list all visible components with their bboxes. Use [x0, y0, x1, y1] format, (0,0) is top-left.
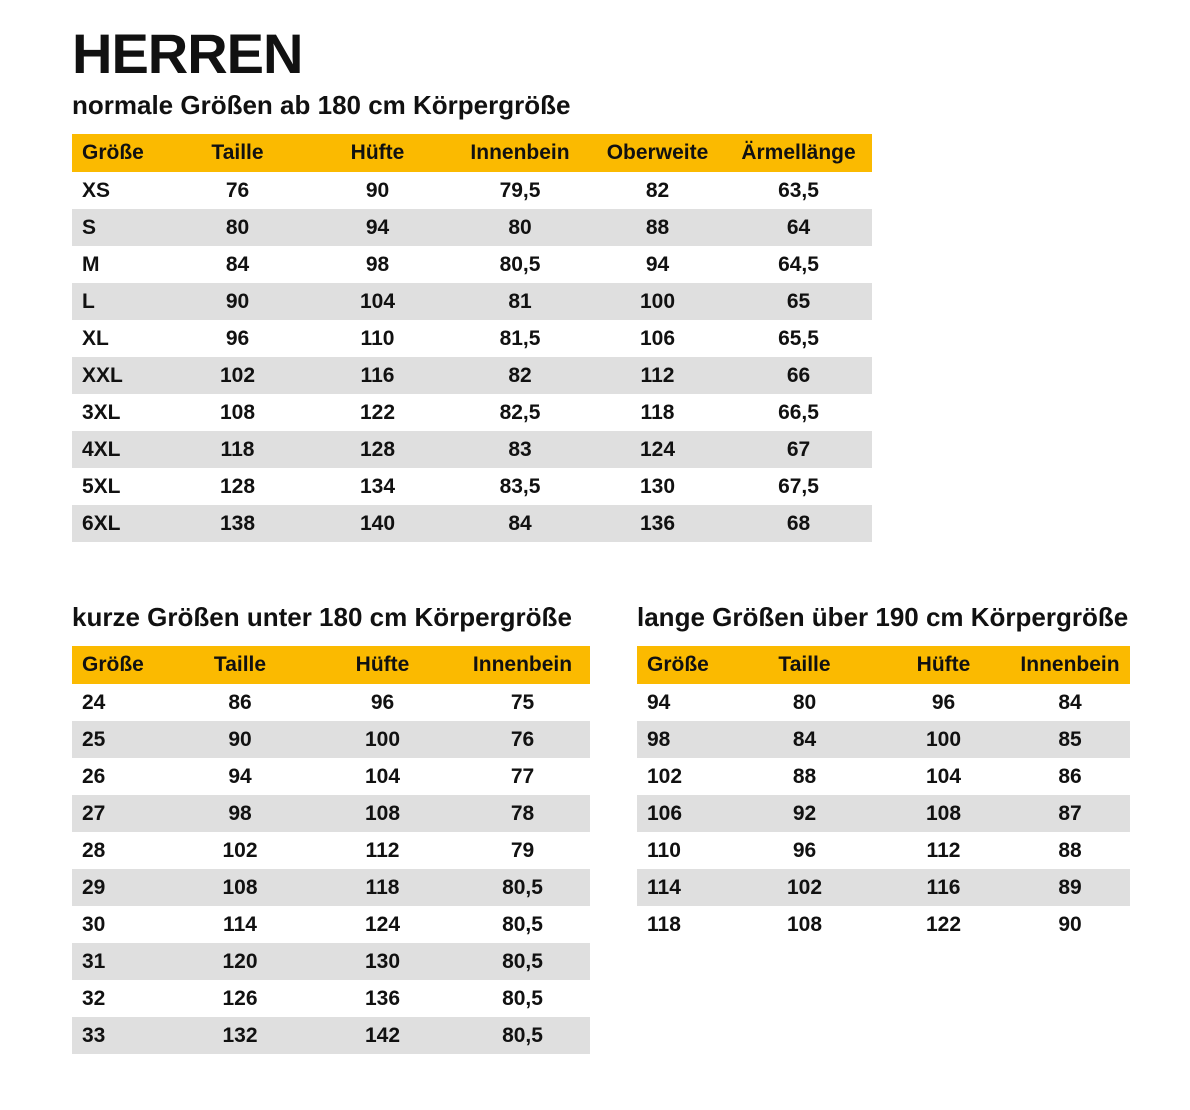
measurement-cell: 112 [365, 838, 400, 862]
table-row [72, 980, 590, 1017]
measurement-cell: 106 [639, 326, 676, 350]
size-cell: 94 [647, 690, 671, 714]
table-row [72, 468, 872, 505]
measurement-cell: 82 [450, 357, 590, 394]
measurement-cell: 104 [364, 764, 401, 788]
measurement-cell: 86 [1058, 764, 1082, 788]
short-sizes-table [72, 646, 590, 1054]
bottom-sections [72, 602, 1132, 1054]
measurement-cell: 104 [305, 283, 450, 320]
size-cell: 25 [72, 721, 170, 758]
measurement-cell: 110 [360, 326, 395, 350]
measurement-cell: 130 [310, 943, 455, 980]
table-row [72, 394, 872, 431]
column-header: Taille [170, 134, 305, 172]
measurement-cell: 86 [228, 690, 252, 714]
header-row [72, 646, 590, 684]
measurement-cell: 90 [170, 283, 305, 320]
measurement-cell: 81 [450, 283, 590, 320]
measurement-cell: 118 [310, 869, 455, 906]
measurement-cell: 82 [645, 178, 670, 202]
measurement-cell: 88 [792, 764, 817, 788]
measurement-cell: 67 [725, 431, 872, 468]
measurement-cell: 88 [590, 209, 725, 246]
measurement-cell: 80,5 [455, 943, 590, 980]
page-subtitle: normale Größen ab 180 cm Körpergröße [72, 90, 571, 120]
size-cell: 24 [82, 690, 106, 714]
size-cell: 31 [72, 943, 170, 980]
measurement-cell: 132 [170, 1017, 310, 1054]
measurement-cell: 136 [364, 986, 401, 1010]
size-cell: 28 [82, 838, 106, 862]
measurement-cell: 84 [1058, 690, 1082, 714]
normal-sizes-table [72, 134, 872, 542]
measurement-cell: 80,5 [502, 912, 543, 936]
measurement-cell: 80 [792, 690, 817, 714]
size-cell: XL [82, 326, 109, 350]
size-cell: 110 [647, 838, 681, 862]
measurement-cell: 102 [222, 838, 258, 862]
measurement-cell: 114 [223, 912, 257, 936]
measurement-cell: 79 [510, 838, 535, 862]
measurement-cell: 64,5 [778, 252, 819, 276]
measurement-cell: 118 [640, 400, 675, 424]
size-cell: M [82, 252, 100, 276]
measurement-cell: 102 [170, 357, 305, 394]
table-row [72, 795, 590, 832]
measurement-cell: 130 [639, 474, 676, 498]
size-cell: 114 [637, 869, 732, 906]
table-row [72, 906, 590, 943]
column-header: Innenbein [450, 134, 590, 172]
measurement-cell: 85 [1010, 721, 1130, 758]
header-row [637, 646, 1130, 684]
measurement-cell: 78 [455, 795, 590, 832]
table-row [72, 684, 590, 721]
measurement-cell: 112 [590, 357, 725, 394]
measurement-cell: 94 [645, 252, 670, 276]
table-row [637, 758, 1130, 795]
short-sizes-heading: kurze Größen unter 180 cm Körpergröße [72, 602, 572, 633]
measurement-cell: 76 [225, 178, 250, 202]
measurement-cell: 90 [170, 721, 310, 758]
measurement-cell: 94 [228, 764, 252, 788]
measurement-cell: 96 [931, 690, 956, 714]
measurement-cell: 66 [725, 357, 872, 394]
measurement-cell: 77 [510, 764, 535, 788]
measurement-cell: 79,5 [499, 178, 541, 202]
measurement-cell: 122 [925, 912, 962, 936]
measurement-cell: 126 [222, 986, 258, 1010]
size-cell: 32 [82, 986, 106, 1010]
size-cell: 30 [82, 912, 106, 936]
size-cell: 33 [72, 1017, 170, 1054]
measurement-cell: 104 [925, 764, 962, 788]
size-cell: 106 [637, 795, 732, 832]
column-header: Oberweite [590, 134, 725, 172]
measurement-cell: 92 [732, 795, 877, 832]
column-header: Größe [637, 646, 732, 684]
size-cell: 4XL [72, 431, 170, 468]
measurement-cell: 65,5 [778, 326, 819, 350]
measurement-cell: 124 [590, 431, 725, 468]
long-sizes-table [637, 646, 1130, 943]
table-row [637, 721, 1130, 758]
measurement-cell: 94 [305, 209, 450, 246]
measurement-cell: 80,5 [499, 252, 541, 276]
measurement-cell: 83 [450, 431, 590, 468]
column-header: Innenbein [455, 646, 590, 684]
table-row [72, 943, 590, 980]
column-header: Ärmellänge [725, 134, 872, 172]
table-row [72, 431, 872, 468]
table-row [72, 505, 872, 542]
measurement-cell: 84 [732, 721, 877, 758]
size-cell: 118 [647, 912, 681, 936]
table-row [72, 172, 872, 209]
column-header: Hüfte [305, 134, 450, 172]
measurement-cell: 84 [225, 252, 250, 276]
size-cell: 6XL [72, 505, 170, 542]
size-cell: XS [82, 178, 111, 202]
measurement-cell: 63,5 [778, 178, 819, 202]
measurement-cell: 112 [926, 838, 961, 862]
measurement-cell: 87 [1010, 795, 1130, 832]
measurement-cell: 108 [170, 869, 310, 906]
measurement-cell: 76 [455, 721, 590, 758]
table-row [72, 1017, 590, 1054]
long-sizes-heading: lange Größen über 190 cm Körpergröße [637, 602, 1129, 633]
measurement-cell: 120 [170, 943, 310, 980]
table-row [637, 684, 1130, 721]
size-cell: 102 [647, 764, 683, 788]
measurement-cell: 89 [1010, 869, 1130, 906]
short-sizes-section [72, 602, 590, 1054]
measurement-cell: 100 [590, 283, 725, 320]
table-row [637, 869, 1130, 906]
measurement-cell: 108 [310, 795, 455, 832]
measurement-cell: 83,5 [499, 474, 541, 498]
measurement-cell: 98 [365, 252, 390, 276]
table-row [72, 283, 872, 320]
table-row [72, 320, 872, 357]
measurement-cell: 64 [725, 209, 872, 246]
measurement-cell: 81,5 [499, 326, 541, 350]
table-row [72, 832, 590, 869]
table-row [72, 246, 872, 283]
column-header: Hüfte [310, 646, 455, 684]
size-cell: S [72, 209, 170, 246]
measurement-cell: 108 [786, 912, 823, 936]
table-row [72, 357, 872, 394]
measurement-cell: 128 [305, 431, 450, 468]
table-row [72, 209, 872, 246]
measurement-cell: 66,5 [778, 400, 819, 424]
measurement-cell: 134 [359, 474, 396, 498]
table-row [637, 832, 1130, 869]
measurement-cell: 124 [364, 912, 401, 936]
column-header: Größe [72, 134, 170, 172]
measurement-cell: 80,5 [455, 869, 590, 906]
size-cell: 27 [72, 795, 170, 832]
measurement-cell: 96 [370, 690, 395, 714]
table-row [637, 906, 1130, 943]
column-header: Hüfte [877, 646, 1010, 684]
size-cell: 3XL [82, 400, 121, 424]
measurement-cell: 96 [792, 838, 817, 862]
size-cell: 26 [82, 764, 106, 788]
measurement-cell: 65 [725, 283, 872, 320]
table-row [637, 795, 1130, 832]
measurement-cell: 136 [590, 505, 725, 542]
size-cell: XXL [72, 357, 170, 394]
size-cell: 29 [72, 869, 170, 906]
measurement-cell: 88 [1058, 838, 1082, 862]
header-row [72, 134, 872, 172]
measurement-cell: 84 [450, 505, 590, 542]
column-header: Größe [72, 646, 170, 684]
measurement-cell: 80,5 [502, 986, 543, 1010]
measurement-cell: 128 [219, 474, 256, 498]
measurement-cell: 90 [365, 178, 390, 202]
measurement-cell: 82,5 [499, 400, 541, 424]
measurement-cell: 108 [219, 400, 256, 424]
measurement-cell: 90 [1058, 912, 1082, 936]
measurement-cell: 100 [877, 721, 1010, 758]
measurement-cell: 142 [310, 1017, 455, 1054]
measurement-cell: 80 [450, 209, 590, 246]
measurement-cell: 118 [170, 431, 305, 468]
measurement-cell: 96 [225, 326, 250, 350]
table-row [72, 869, 590, 906]
measurement-cell: 98 [170, 795, 310, 832]
column-header: Innenbein [1010, 646, 1130, 684]
measurement-cell: 116 [877, 869, 1010, 906]
column-header: Taille [732, 646, 877, 684]
size-cell: L [72, 283, 170, 320]
measurement-cell: 80,5 [455, 1017, 590, 1054]
column-header: Taille [170, 646, 310, 684]
measurement-cell: 75 [510, 690, 535, 714]
measurement-cell: 68 [725, 505, 872, 542]
measurement-cell: 108 [877, 795, 1010, 832]
measurement-cell: 138 [170, 505, 305, 542]
size-cell: 5XL [82, 474, 121, 498]
table-row [72, 721, 590, 758]
measurement-cell: 67,5 [778, 474, 819, 498]
measurement-cell: 102 [732, 869, 877, 906]
table-row [72, 758, 590, 795]
size-cell: 98 [637, 721, 732, 758]
measurement-cell: 122 [359, 400, 396, 424]
measurement-cell: 100 [310, 721, 455, 758]
measurement-cell: 116 [305, 357, 450, 394]
measurement-cell: 80 [170, 209, 305, 246]
long-sizes-section [637, 602, 1130, 1054]
page-title: HERREN [72, 22, 303, 85]
measurement-cell: 140 [305, 505, 450, 542]
